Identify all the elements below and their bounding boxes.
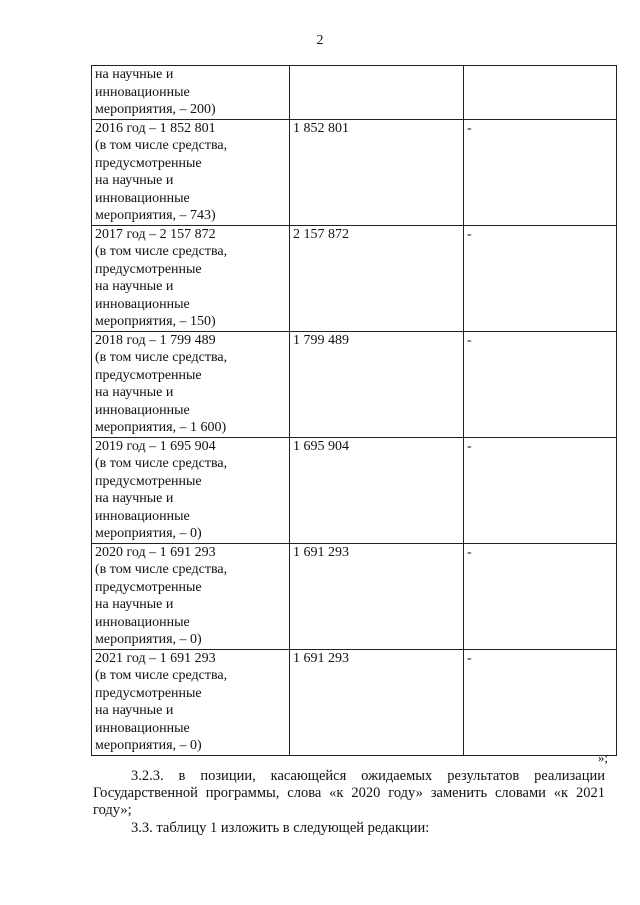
table-row [92,119,617,225]
cell-text-line: инновационные [95,296,190,312]
table-row [92,66,617,120]
cell-text-line: предусмотренные [95,579,202,595]
cell-text-line: инновационные [95,508,190,524]
year-amount-cell [92,119,290,225]
other-sources-cell: - [464,437,617,543]
cell-text-line: (в том числе средства, [95,350,228,365]
cell-text-line: 2016 год – 1 852 801 [95,120,216,136]
cell-text-line: 2017 год – 2 157 872 [95,226,216,242]
table-row [92,225,617,331]
cell-text-line: инновационные [95,402,190,418]
other-sources-cell [464,66,617,120]
cell-text-line: 2018 год – 1 799 489 [95,332,216,348]
cell-text-line: инновационные [95,190,190,206]
funding-table [91,65,617,756]
cell-text-line: предусмотренные [95,473,202,489]
other-sources-cell: - [464,119,617,225]
other-sources-cell: - [464,225,617,331]
cell-text-line: 2021 год – 1 691 293 [95,650,216,666]
cell-text-line: (в том числе средства, [95,138,228,153]
budget-amount-cell: 1 695 904 [290,437,464,543]
cell-text-line: мероприятия, – 150) [95,314,216,329]
cell-text-line: предусмотренные [95,261,202,277]
page-number: 2 [316,33,324,48]
cell-text-line: мероприятия, – 743) [95,208,216,223]
table-row [92,543,617,649]
budget-amount-cell: 1 691 293 [290,543,464,649]
cell-text-line: мероприятия, – 1 600) [95,420,227,435]
cell-text-line: (в том числе средства, [95,244,228,259]
budget-amount-cell: 2 157 872 [290,225,464,331]
other-sources-cell: - [464,543,617,649]
closing-quote-mark: »; [597,750,608,765]
budget-amount-cell: 1 799 489 [290,331,464,437]
cell-text-line: инновационные [95,720,190,736]
year-amount-cell [92,225,290,331]
budget-amount-cell [290,66,464,120]
year-amount-cell [92,66,290,120]
budget-amount-cell: 1 691 293 [290,649,464,755]
cell-text-line: инновационные [95,84,190,100]
cell-text-line: на научные и [95,491,174,506]
budget-amount-cell: 1 852 801 [290,119,464,225]
table-row [92,331,617,437]
cell-text-line: мероприятия, – 200) [95,102,216,117]
cell-text-line: мероприятия, – 0) [95,632,202,647]
cell-text-line: предусмотренные [95,367,202,383]
cell-text-line: на научные и [95,173,174,188]
other-sources-cell: - [464,331,617,437]
cell-text-line: на научные и [95,385,174,400]
cell-text-line: 2020 год – 1 691 293 [95,544,216,560]
cell-text-line: мероприятия, – 0) [95,738,202,753]
cell-text-line: (в том числе средства, [95,668,228,683]
cell-text-line: предусмотренные [95,155,202,171]
cell-text-line: на научные и [95,67,174,82]
cell-text-line: инновационные [95,614,190,630]
paragraph-3-2-3: 3.2.3. в позиции, касающейся ожидаемых результатов реализации Государственной программы, слова «к 2020 году» заменить словами «к 2021 году»; [93,768,605,818]
cell-text-line: на научные и [95,597,174,612]
paragraph-3-3: 3.3. таблицу 1 изложить в следующей редакции: [131,820,430,836]
other-sources-cell: - [464,649,617,755]
year-amount-cell [92,543,290,649]
year-amount-cell [92,437,290,543]
cell-text-line: предусмотренные [95,685,202,701]
cell-text-line: (в том числе средства, [95,456,228,471]
year-amount-cell [92,649,290,755]
year-amount-cell [92,331,290,437]
cell-text-line: на научные и [95,279,174,294]
cell-text-line: мероприятия, – 0) [95,526,202,541]
table-row [92,649,617,755]
table-row [92,437,617,543]
cell-text-line: 2019 год – 1 695 904 [95,438,216,454]
cell-text-line: (в том числе средства, [95,562,228,577]
cell-text-line: на научные и [95,703,174,718]
